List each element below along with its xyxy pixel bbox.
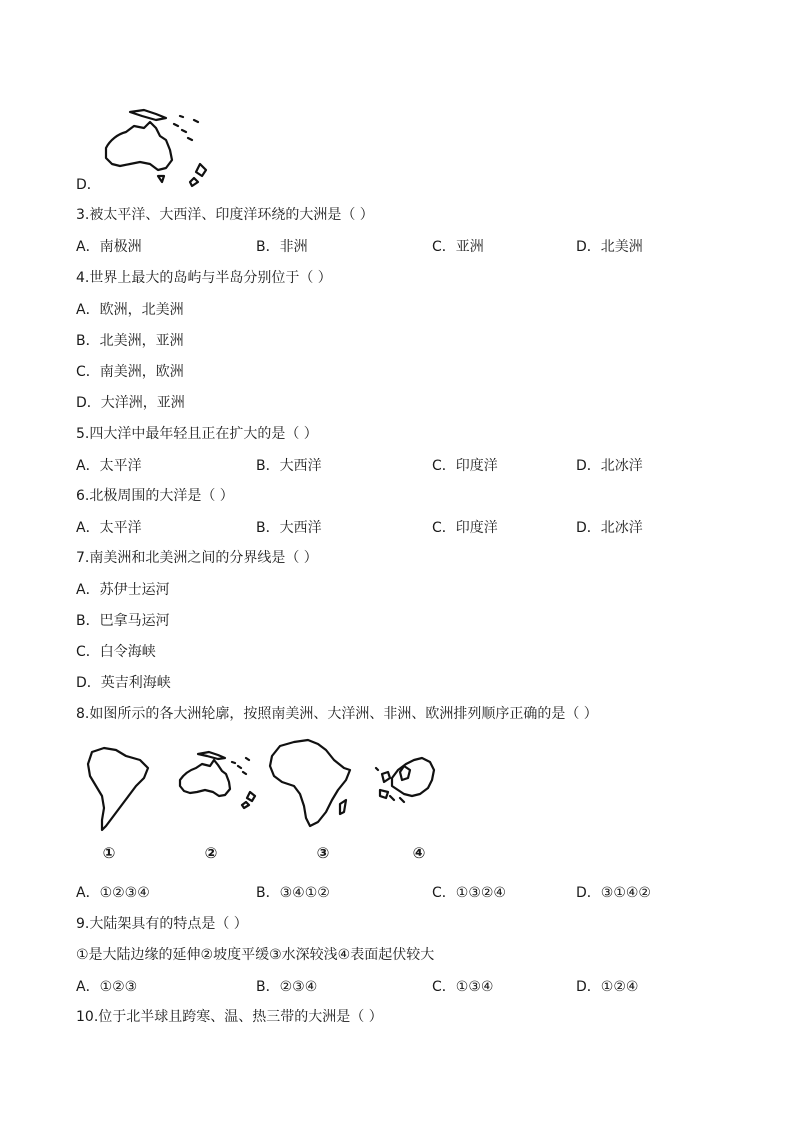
new-zealand-outline [190, 164, 206, 186]
oceania-map-figure [176, 748, 266, 808]
figure-label-4: ④ [412, 844, 426, 862]
new-guinea-outline [130, 110, 166, 120]
africa-map [266, 738, 356, 830]
q9-option-d[interactable]: D．①②④ [576, 979, 639, 995]
q9-option-a[interactable]: A．①②③ [76, 979, 138, 995]
europe-map [370, 750, 440, 806]
q8-option-d[interactable]: D．③①④② [576, 885, 651, 901]
q6-option-c[interactable]: C．印度洋 [432, 520, 498, 536]
figure-label-1: ① [102, 844, 116, 862]
q7-option-d[interactable]: D．英吉利海峡 [76, 675, 171, 691]
q4-stem: 4.世界上最大的岛屿与半岛分别位于（ ） [76, 270, 332, 286]
q8-stem: 8.如图所示的各大洲轮廓，按照南美洲、大洋洲、非洲、欧洲排列顺序正确的是（ ） [76, 706, 598, 722]
q6-option-a[interactable]: A．太平洋 [76, 520, 142, 536]
q8-option-c[interactable]: C．①③②④ [432, 885, 506, 901]
south-america-map [84, 744, 154, 834]
q9-option-c[interactable]: C．①③④ [432, 979, 494, 995]
q5-stem: 5.四大洋中最年轻且正在扩大的是（ ） [76, 426, 318, 442]
q8-option-b[interactable]: B．③④①② [256, 885, 330, 901]
q3-option-b[interactable]: B．非洲 [256, 239, 308, 255]
tasmania-outline [158, 176, 164, 182]
q9-stem: 9.大陆架具有的特点是（ ） [76, 916, 248, 932]
q9-statement: ①是大陆边缘的延伸②坡度平缓③水深较浅④表面起伏较大 [76, 947, 435, 963]
q3-option-d[interactable]: D．北美洲 [576, 239, 643, 255]
q4-option-c[interactable]: C．南美洲，欧洲 [76, 364, 184, 380]
q5-option-a[interactable]: A．太平洋 [76, 458, 142, 474]
australia-outline [106, 122, 172, 170]
q5-option-c[interactable]: C．印度洋 [432, 458, 498, 474]
q6-stem: 6.北极周围的大洋是（ ） [76, 488, 234, 504]
q6-option-b[interactable]: B．大西洋 [256, 520, 322, 536]
oceania-map-option-d [100, 106, 220, 186]
q4-option-b[interactable]: B．北美洲，亚洲 [76, 333, 184, 349]
figure-label-2: ② [204, 844, 218, 862]
q8-option-a[interactable]: A．①②③④ [76, 885, 150, 901]
q3-stem: 3.被太平洋、大西洋、印度洋环绕的大洲是（ ） [76, 207, 374, 223]
q3-option-c[interactable]: C．亚洲 [432, 239, 484, 255]
q10-stem: 10.位于北半球且跨寒、温、热三带的大洲是（ ） [76, 1009, 383, 1025]
q7-option-b[interactable]: B．巴拿马运河 [76, 613, 170, 629]
q7-stem: 7.南美洲和北美洲之间的分界线是（ ） [76, 550, 318, 566]
q7-option-c[interactable]: C．白令海峡 [76, 644, 156, 660]
pacific-islands [174, 116, 198, 140]
q6-option-d[interactable]: D．北冰洋 [576, 520, 643, 536]
q4-option-d[interactable]: D．大洋洲，亚洲 [76, 395, 185, 411]
q4-option-a[interactable]: A．欧洲，北美洲 [76, 302, 184, 318]
q7-option-a[interactable]: A．苏伊士运河 [76, 582, 170, 598]
q5-option-d[interactable]: D．北冰洋 [576, 458, 643, 474]
q3-option-a[interactable]: A．南极洲 [76, 239, 142, 255]
q5-option-b[interactable]: B．大西洋 [256, 458, 322, 474]
q9-option-b[interactable]: B．②③④ [256, 979, 318, 995]
figure-label-3: ③ [316, 844, 330, 862]
q2-option-d-label[interactable]: D． [76, 177, 101, 193]
